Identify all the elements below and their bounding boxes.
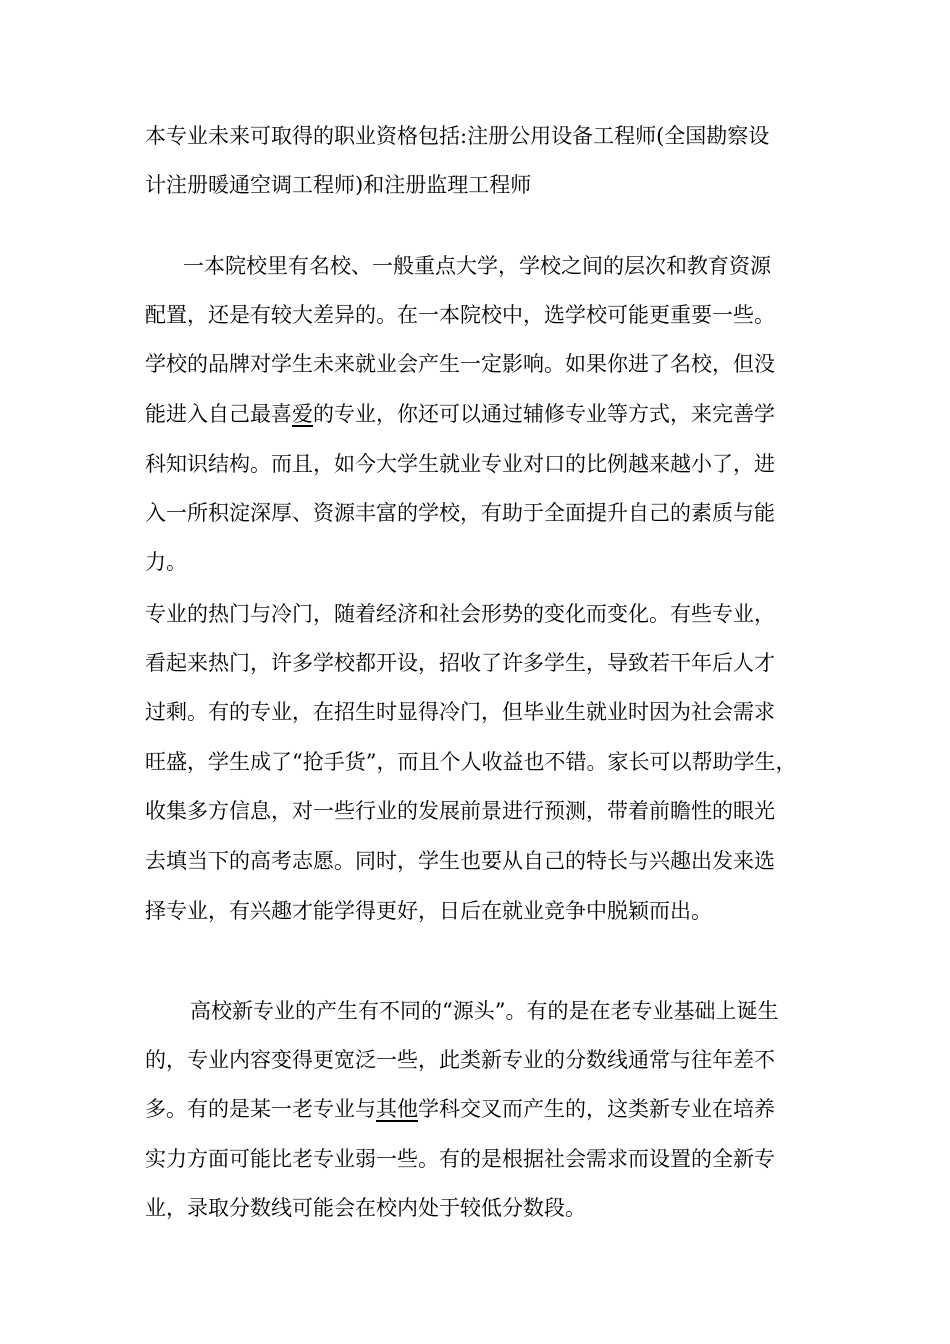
paragraph-new-majors-line-2: 的，专业内容变得更宽泛一些，此类新专业的分数线通常与往年差不 bbox=[145, 1048, 775, 1072]
line-text-before: 多。有的是某一老专业与 bbox=[145, 1097, 376, 1121]
paragraph-hot-cold-line-3: 过剩。有的专业，在招生时显得冷门，但毕业生就业时因为社会需求 bbox=[145, 700, 775, 724]
paragraph-choose-school-line-6: 入一所积淀深厚、资源丰富的学校，有助于全面提升自己的素质与能 bbox=[145, 501, 775, 525]
paragraph-choose-school-line-4 bbox=[145, 397, 825, 431]
paragraph-hot-cold-line-2: 看起来热门，许多学校都开设，招收了许多学生，导致若干年后人才 bbox=[145, 651, 775, 675]
paragraph-choose-school-line-7: 力。 bbox=[145, 550, 187, 574]
paragraph-new-majors-line-1: 高校新专业的产生有不同的“源头”。有的是在老专业基础上诞生 bbox=[190, 999, 779, 1023]
paragraph-hot-cold-line-4: 旺盛，学生成了“抢手货”，而且个人收益也不错。家长可以帮助学生， bbox=[145, 750, 797, 774]
paragraph-qualifications-line-1: 本专业未来可取得的职业资格包括:注册公用设备工程师(全国勘察设 bbox=[145, 124, 770, 148]
paragraph-new-majors-line-5: 业，录取分数线可能会在校内处于较低分数段。 bbox=[145, 1196, 586, 1220]
line-text-after: 学科交叉而产生的，这类新专业在培养 bbox=[418, 1097, 775, 1121]
paragraph-new-majors-line-4: 实力方面可能比老专业弱一些。有的是根据社会需求而设置的全新专 bbox=[145, 1147, 775, 1171]
paragraph-choose-school-line-2: 配置，还是有较大差异的。在一本院校中，选学校可能更重要一些。 bbox=[145, 303, 775, 327]
paragraph-hot-cold-line-6: 去填当下的高考志愿。同时，学生也要从自己的特长与兴趣出发来选 bbox=[145, 849, 775, 873]
line-text-after: 的专业，你还可以通过辅修专业等方式，来完善学 bbox=[313, 402, 775, 426]
underlined-word: 爱 bbox=[292, 402, 313, 426]
paragraph-choose-school-line-3: 学校的品牌对学生未来就业会产生一定影响。如果你进了名校，但没 bbox=[145, 352, 775, 376]
paragraph-new-majors-line-3 bbox=[145, 1092, 825, 1126]
line-text-before: 能进入自己最喜 bbox=[145, 402, 292, 426]
underlined-word: 其他 bbox=[376, 1097, 418, 1121]
paragraph-qualifications-line-2: 计注册暖通空调工程师)和注册监理工程师 bbox=[145, 173, 532, 197]
paragraph-choose-school-line-1: 一本院校里有名校、一般重点大学，学校之间的层次和教育资源 bbox=[183, 254, 771, 278]
paragraph-hot-cold-line-7: 择专业，有兴趣才能学得更好，日后在就业竞争中脱颖而出。 bbox=[145, 899, 712, 923]
paragraph-hot-cold-line-1: 专业的热门与冷门，随着经济和社会形势的变化而变化。有些专业， bbox=[145, 602, 775, 626]
paragraph-choose-school-line-5: 科知识结构。而且，如今大学生就业专业对口的比例越来越小了，进 bbox=[145, 452, 775, 476]
paragraph-hot-cold-line-5: 收集多方信息，对一些行业的发展前景进行预测，带着前瞻性的眼光 bbox=[145, 799, 775, 823]
